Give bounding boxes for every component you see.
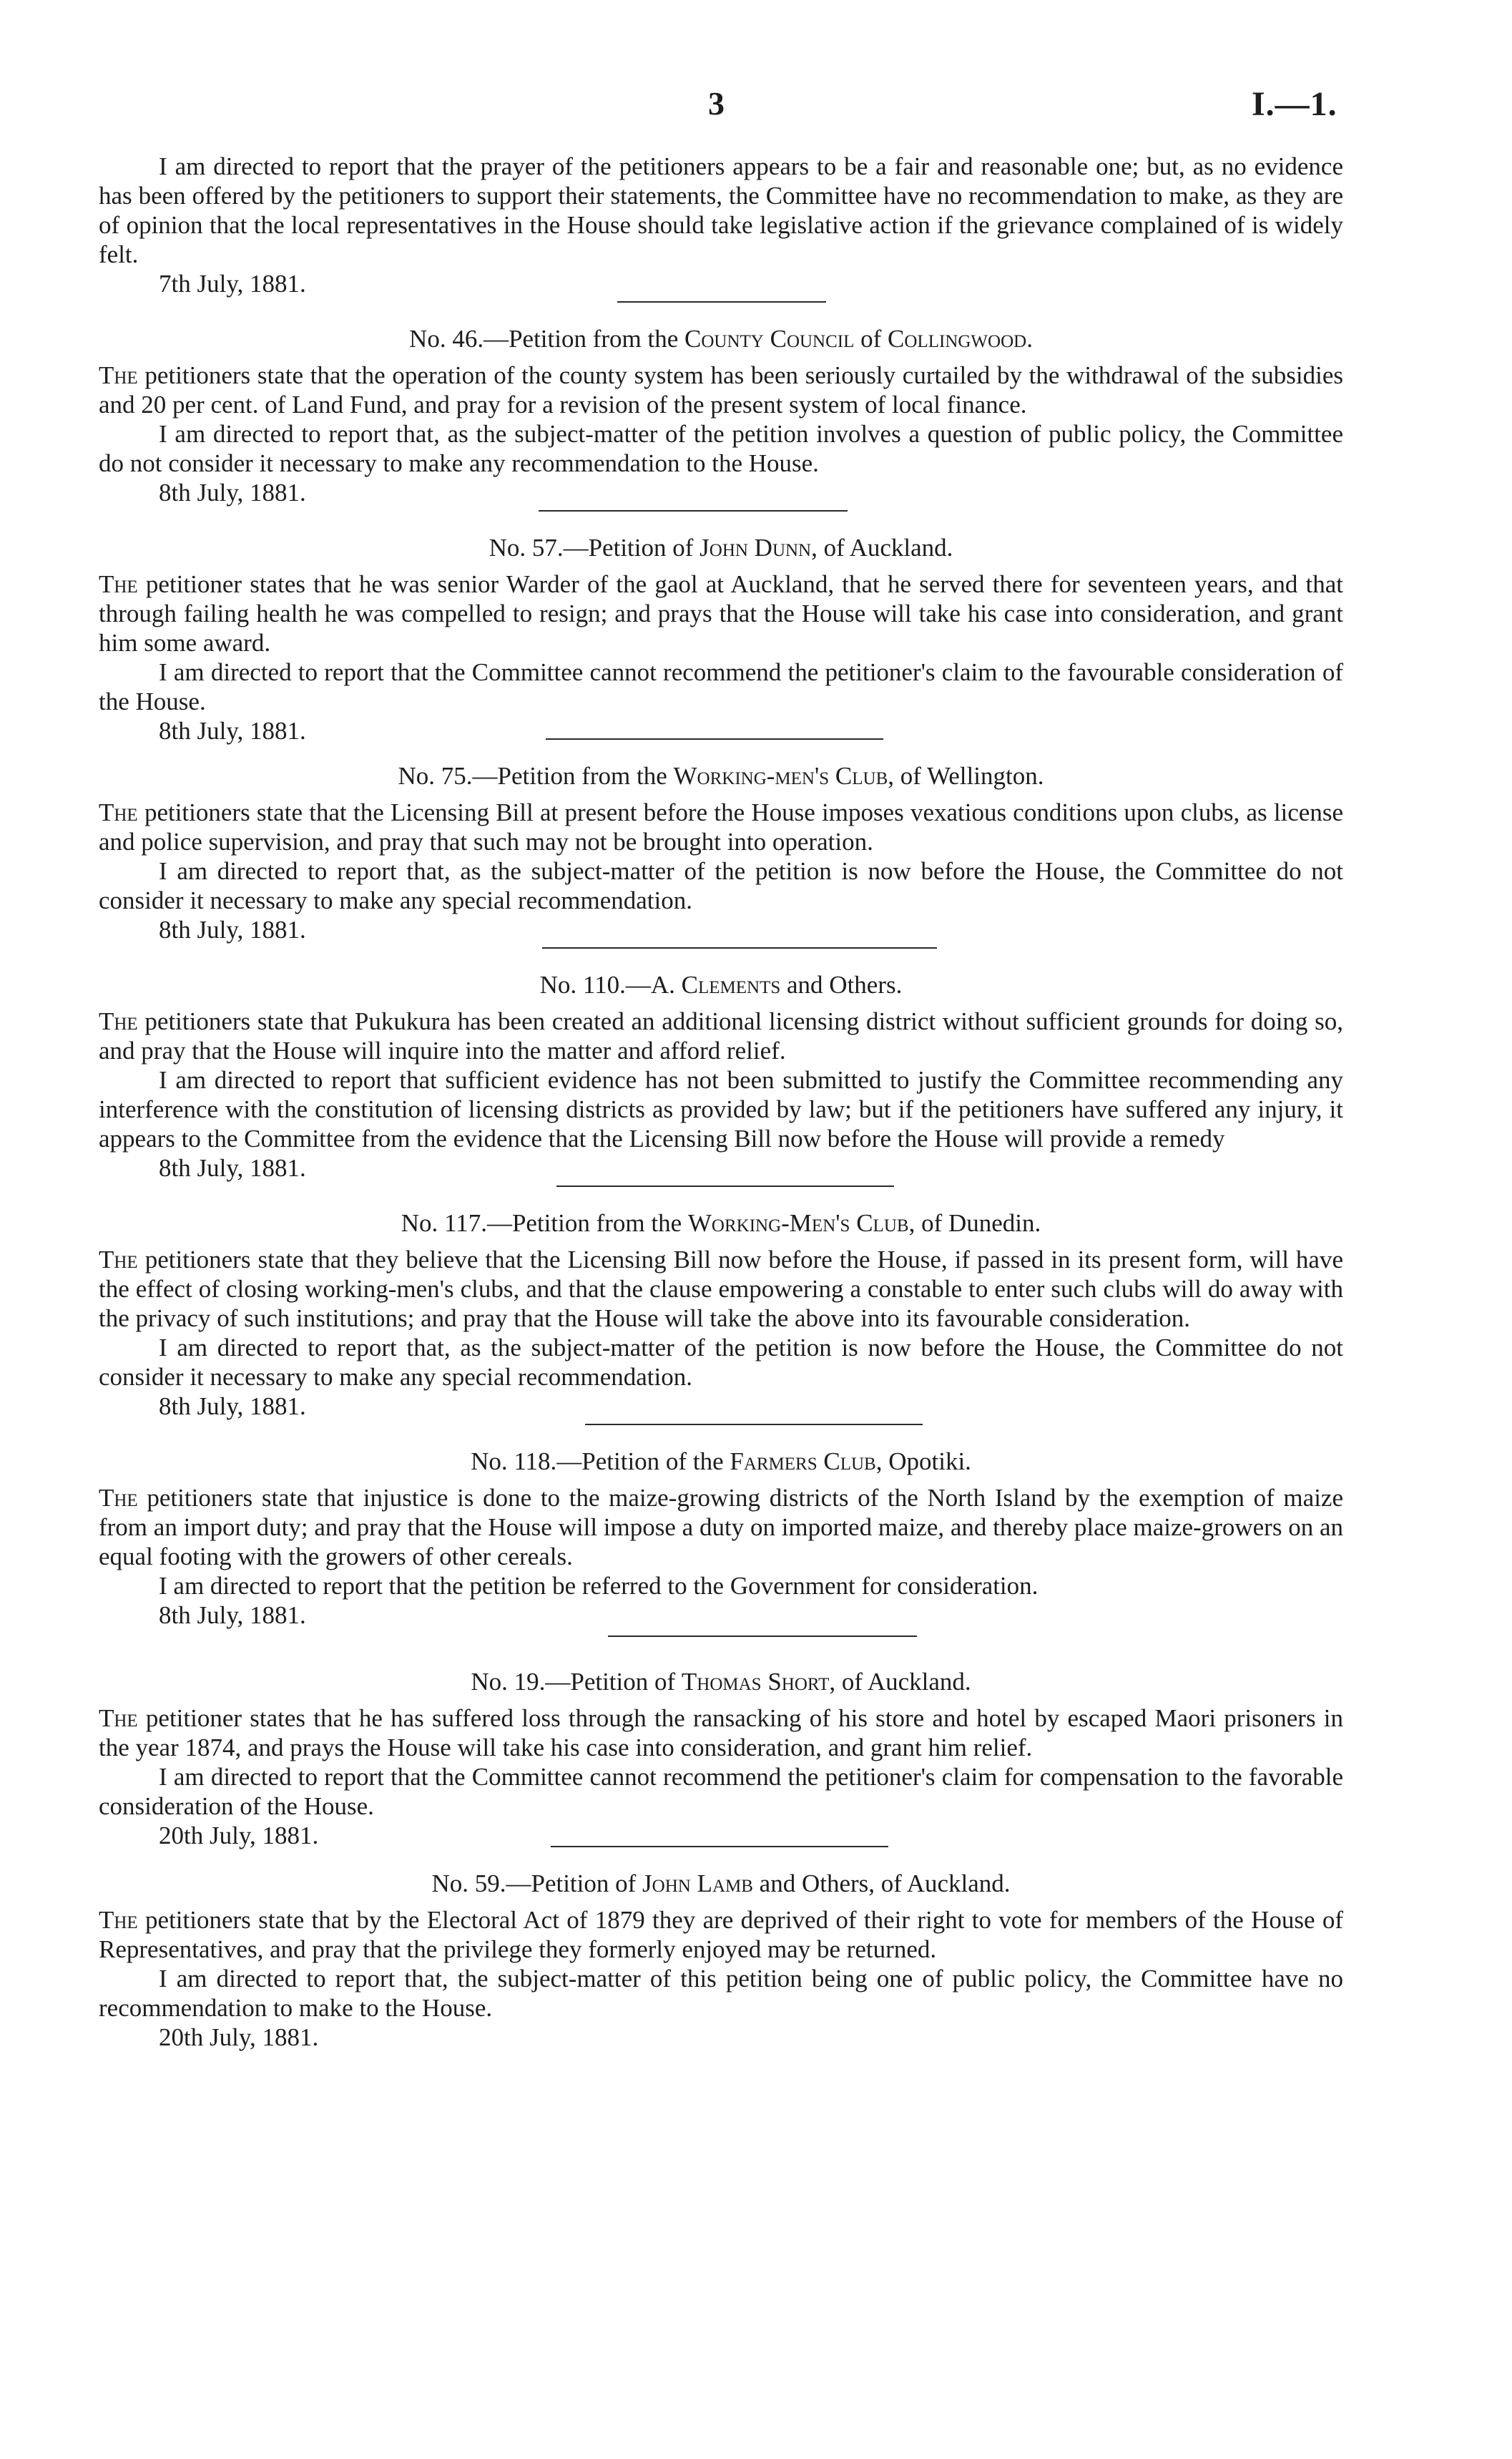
report-date: 20th July, 1881. <box>159 1822 319 1849</box>
petition-heading: No. 117.—Petition from the Working-Men's Club, of Dunedin. <box>401 1209 1041 1237</box>
report-date: 8th July, 1881. <box>159 479 306 507</box>
divider-rule <box>546 738 883 740</box>
committee-report: I am directed to report that, the subject-matter of this petition being one of public policy, the Committee have no recommendation to make to the House. <box>99 1965 1343 2022</box>
petition-statement: The petitioners state that by the Electoral Act of 1879 they are deprived of their right to vote for members of the House of Representatives, and pray that the privilege they formerly enjoyed may be returned. <box>99 1906 1343 1963</box>
report-date: 8th July, 1881. <box>159 916 306 944</box>
divider-rule <box>585 1424 923 1425</box>
petition-statement: The petitioners state that Pukukura has been created an additional licensing district without sufficient grounds for doing so, and pray that the House will inquire into the matter and afford relief. <box>99 1007 1343 1065</box>
page-header <box>0 84 1512 135</box>
petition-heading: No. 57.—Petition of John Dunn, of Auckland. <box>489 534 953 562</box>
report-date: 20th July, 1881. <box>159 2023 319 2051</box>
petition-entry <box>99 970 1343 1187</box>
page-number: 3 <box>708 85 725 122</box>
committee-report: I am directed to report that, as the subject-matter of the petition is now before the House, the Committee do not consider it necessary to make any special recommendation. <box>99 1334 1343 1391</box>
committee-report: I am directed to report that, as the subject-matter of the petition involves a question of public policy, the Committee do not consider it necessary to make any recommendation to the House. <box>99 420 1343 477</box>
document-body <box>99 152 1343 2052</box>
petition-statement: The petitioner states that he was senior Warder of the gaol at Auckland, that he served there for seventeen years, and that through failing health he was compelled to resign; and prays that the House will take his case into consideration, and grant him some award. <box>99 570 1343 657</box>
petition-entry <box>99 1667 1343 1847</box>
petition-entry <box>99 533 1343 745</box>
petition-entry <box>99 1869 1343 2052</box>
petition-entry <box>99 761 1343 949</box>
petition-heading: No. 59.—Petition of John Lamb and Others, of Auckland. <box>431 1869 1011 1897</box>
committee-report: I am directed to report that sufficient evidence has not been submitted to justify the Committee recommending any interference with the constitution of licensing districts as provided by law; but if the petitioners have suffered any injury, it appears to the Committee from the evidence that the Licensing Bill now before the House will provide a remedy <box>99 1066 1343 1153</box>
intro-section <box>99 152 1343 303</box>
petition-statement: The petitioner states that he has suffered loss through the ransacking of his store and hotel by escaped Maori prisoners in the year 1874, and prays the House will take his case into consideration, and grant him relief. <box>99 1704 1343 1761</box>
divider-rule <box>539 510 848 512</box>
divider-rule <box>617 301 826 303</box>
divider-rule <box>556 1185 894 1187</box>
intro-date: 7th July, 1881. <box>159 270 306 298</box>
petition-statement: The petitioners state that the Licensing Bill at present before the House imposes vexatious conditions upon clubs, as license and police supervision, and pray that such may not be brought into operation. <box>99 798 1343 856</box>
petition-heading: No. 19.—Petition of Thomas Short, of Auckland. <box>471 1668 971 1696</box>
petition-entry <box>99 1208 1343 1425</box>
petition-heading: No. 75.—Petition from the Working-men's Club, of Wellington. <box>398 762 1044 790</box>
report-date: 8th July, 1881. <box>159 1601 306 1629</box>
report-date: 8th July, 1881. <box>159 1154 306 1182</box>
report-date: 8th July, 1881. <box>159 717 306 745</box>
petition-statement: The petitioners state that injustice is done to the maize-growing districts of the North Island by the exemption of maize from an import duty; and pray that the House will impose a duty on imported maize, and thereby place maize-growers on an equal footing with the growers of other cereals. <box>99 1484 1343 1570</box>
petition-entry <box>99 1447 1343 1637</box>
document-reference: I.—1. <box>1252 85 1337 123</box>
divider-rule <box>608 1636 917 1637</box>
committee-report: I am directed to report that the Committee cannot recommend the petitioner's claim for compensation to the favorable consideration of the House. <box>99 1763 1343 1820</box>
divider-rule <box>551 1846 888 1847</box>
petition-statement: The petitioners state that they believe that the Licensing Bill now before the House, if passed in its present form, will have the effect of closing working-men's clubs, and that the clause empowering a constable to enter such clubs will do away with the privacy of such institutions; and pray that the House will take the above into its favourable consideration. <box>99 1246 1343 1332</box>
intro-report: I am directed to report that the prayer of the petitioners appears to be a fair and reasonable one; but, as no evidence has been offered by the petitioners to support their statements, the Committee have no recommendation to make, as they are of opinion that the local representatives in the House should take legislative action if the grievance complained of is widely felt. <box>99 152 1343 268</box>
committee-report: I am directed to report that the Committee cannot recommend the petitioner's claim to the favourable consideration of the House. <box>99 658 1343 715</box>
petition-entry <box>99 324 1343 512</box>
petition-heading: No. 46.—Petition from the County Council of Collingwood. <box>409 325 1033 353</box>
committee-report: I am directed to report that, as the subject-matter of the petition is now before the House, the Committee do not consider it necessary to make any special recommendation. <box>99 857 1343 914</box>
report-date: 8th July, 1881. <box>159 1392 306 1420</box>
petition-heading: No. 110.—A. Clements and Others. <box>539 971 903 999</box>
petition-heading: No. 118.—Petition of the Farmers Club, Opotiki. <box>471 1447 971 1475</box>
committee-report: I am directed to report that the petition be referred to the Government for consideration. <box>159 1572 1039 1600</box>
divider-rule <box>542 947 937 949</box>
petition-statement: The petitioners state that the operation of the county system has been seriously curtailed by the withdrawal of the subsidies and 20 per cent. of Land Fund, and pray for a revision of the present system of local finance. <box>99 361 1343 419</box>
